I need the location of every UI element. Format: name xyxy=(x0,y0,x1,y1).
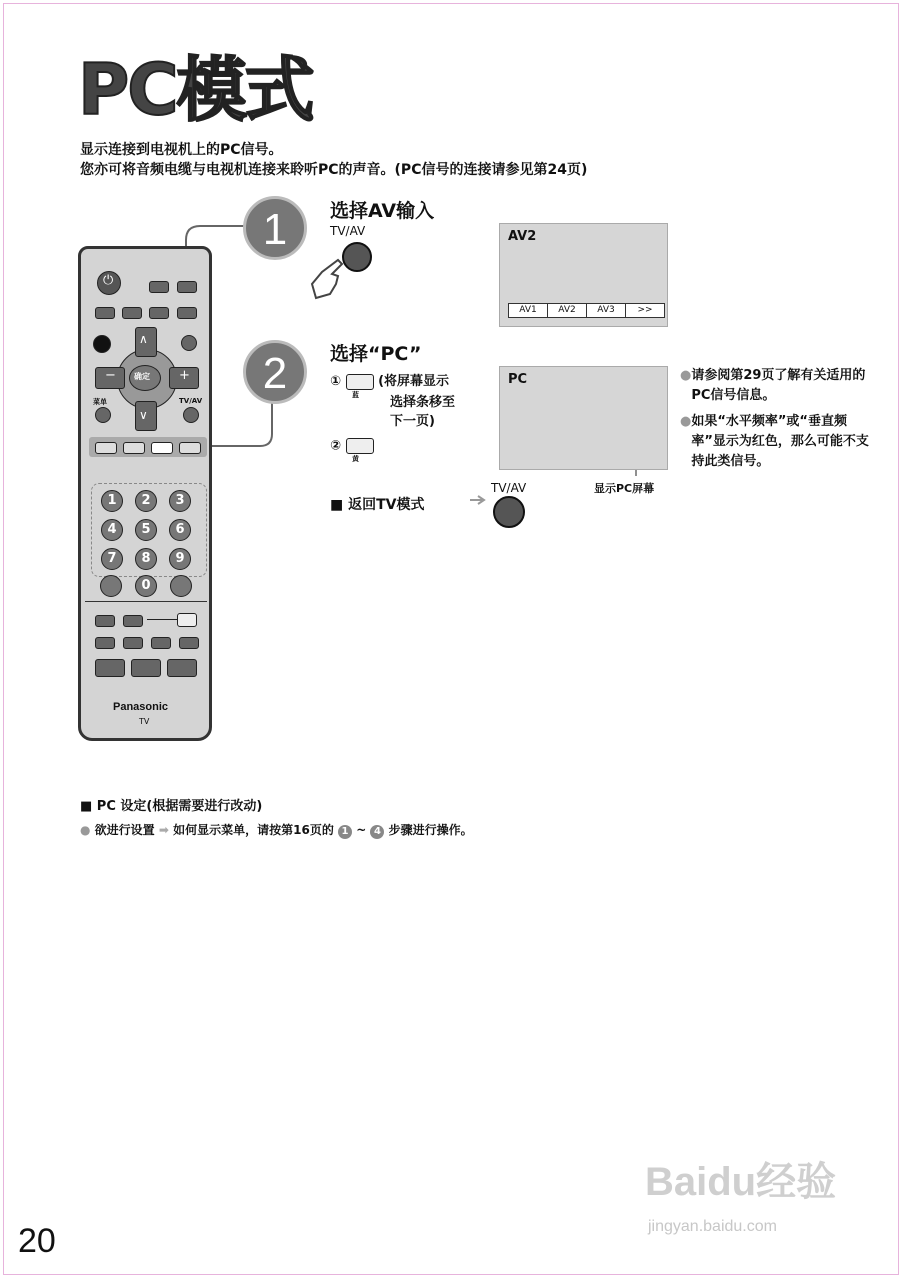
av-menu-item[interactable]: AV3 xyxy=(587,304,626,317)
remote-button[interactable] xyxy=(177,307,197,319)
step-2-sub2 xyxy=(330,438,374,454)
menu-label: 菜单 xyxy=(93,398,107,406)
number-4-button[interactable]: 4 xyxy=(101,519,123,541)
sub1-text-1: (将屏幕显示 xyxy=(378,374,450,389)
number-7-button[interactable]: 7 xyxy=(101,548,123,570)
blue-key[interactable] xyxy=(179,442,201,454)
slider-switch[interactable] xyxy=(177,613,197,627)
step-2-sub1 xyxy=(330,372,449,391)
remote-button[interactable] xyxy=(131,659,161,677)
remote-button[interactable] xyxy=(149,281,169,293)
remote-button[interactable] xyxy=(95,307,115,319)
divider xyxy=(147,619,177,620)
bullet-icon: ● xyxy=(680,368,692,383)
remote-button[interactable] xyxy=(123,615,143,627)
return-tv-label: ■ 返回TV模式 xyxy=(330,497,425,513)
dpad-down-button[interactable] xyxy=(135,401,157,431)
pc-settings-text-c: 步骤进行操作。 xyxy=(388,823,473,837)
return-button-label: TV/AV xyxy=(491,481,527,495)
av-menu-next[interactable]: >> xyxy=(637,305,653,315)
bullet-icon: ● xyxy=(80,823,91,837)
blue-key-icon[interactable] xyxy=(346,374,374,390)
sub2-mark: ② xyxy=(330,438,342,454)
dpad-up-button[interactable] xyxy=(135,327,157,357)
step-ref-1: 1 xyxy=(338,825,352,839)
intro-line-1: 显示连接到电视机上的PC信号。 xyxy=(80,142,283,158)
return-tv-av-button[interactable] xyxy=(493,496,525,528)
page-title: PC模式 xyxy=(78,49,313,131)
plus-icon: + xyxy=(179,368,190,383)
remote-button[interactable] xyxy=(149,307,169,319)
pointing-hand-icon xyxy=(308,254,348,304)
number-0-button[interactable]: 0 xyxy=(135,575,157,597)
dpad-left-button[interactable] xyxy=(95,367,125,389)
sub1-text-2: 选择条移至 xyxy=(390,395,456,410)
power-button[interactable] xyxy=(97,271,121,295)
blue-key-label: 蓝 xyxy=(352,391,359,399)
av-menu-item[interactable]: AV1 xyxy=(509,304,548,317)
step-1-heading: 选择AV输入 xyxy=(330,200,435,222)
notes xyxy=(680,366,880,472)
sub1-mark: ① xyxy=(330,374,342,389)
remote-button[interactable] xyxy=(123,637,143,649)
remote-button[interactable] xyxy=(95,637,115,649)
step-2-badge: 2 xyxy=(243,340,307,404)
note-text: 请参阅第29页了解有关适用的PC信号信息。 xyxy=(691,368,866,403)
sub1-text-3: 下一页) xyxy=(390,414,435,429)
pc-screen-label: PC xyxy=(508,372,528,387)
remote-button[interactable] xyxy=(170,575,192,597)
remote-button[interactable] xyxy=(100,575,122,597)
remote-button[interactable] xyxy=(95,659,125,677)
minus-icon: − xyxy=(105,368,116,383)
remote-button[interactable] xyxy=(177,281,197,293)
remote-model: TV xyxy=(139,717,150,726)
number-8-button[interactable]: 8 xyxy=(135,548,157,570)
pc-screen xyxy=(499,366,668,470)
pc-settings-heading: ■ PC 设定(根据需要进行改动) xyxy=(80,799,263,814)
step-2-heading: 选择“PC” xyxy=(330,343,422,365)
pc-settings-line xyxy=(80,821,473,839)
pc-settings-text-b: 如何显示菜单，请按第16页的 xyxy=(173,823,334,837)
yellow-key[interactable] xyxy=(151,442,173,454)
note-text: 如果“水平频率”或“垂直频率”显示为红色，那么可能不支持此类信号。 xyxy=(691,414,869,469)
step-1-badge: 1 xyxy=(243,196,307,260)
brand-logo: Panasonic xyxy=(113,701,169,713)
remote-button[interactable] xyxy=(179,637,199,649)
number-6-button[interactable]: 6 xyxy=(169,519,191,541)
note-item xyxy=(680,366,880,406)
baidu-watermark-url: jingyan.baidu.com xyxy=(648,1218,777,1235)
av-selection-bar xyxy=(508,303,665,318)
number-5-button[interactable]: 5 xyxy=(135,519,157,541)
page-number: 20 xyxy=(18,1222,56,1260)
chevron-up-icon: ∧ xyxy=(139,332,148,346)
remote-button[interactable] xyxy=(95,615,115,627)
remote-button[interactable] xyxy=(122,307,142,319)
remote-button[interactable] xyxy=(151,637,171,649)
av2-screen xyxy=(499,223,668,327)
av2-screen-label: AV2 xyxy=(508,229,537,244)
ok-label: 确定 xyxy=(134,372,150,381)
step-1-button-label: TV/AV xyxy=(330,224,366,238)
menu-button[interactable] xyxy=(95,407,111,423)
power-icon: ⏻ xyxy=(103,273,114,288)
av-menu-item[interactable]: AV2 xyxy=(548,304,587,317)
yellow-key-label: 黄 xyxy=(352,455,359,463)
number-9-button[interactable]: 9 xyxy=(169,548,191,570)
dpad-right-button[interactable] xyxy=(169,367,199,389)
remote-button[interactable] xyxy=(93,335,111,353)
intro-line-2: 您亦可将音频电缆与电视机连接来聆听PC的声音。(PC信号的连接请参见第24页) xyxy=(80,162,588,178)
number-1-button[interactable]: 1 xyxy=(101,490,123,512)
remote-button[interactable] xyxy=(167,659,197,677)
tv-av-label: TV/AV xyxy=(179,397,203,405)
arrow-right-icon: ➡ xyxy=(158,823,169,837)
number-2-button[interactable]: 2 xyxy=(135,490,157,512)
pc-settings-text-a: 欲进行设置 xyxy=(94,823,155,837)
bullet-icon: ● xyxy=(680,414,692,429)
red-key[interactable] xyxy=(95,442,117,454)
number-3-button[interactable]: 3 xyxy=(169,490,191,512)
yellow-key-icon[interactable] xyxy=(346,438,374,454)
pc-screen-caption: 显示PC屏幕 xyxy=(594,482,655,495)
remote-tv-av-button[interactable] xyxy=(183,407,199,423)
remote-button[interactable] xyxy=(181,335,197,351)
chevron-down-icon: ∨ xyxy=(139,408,148,422)
ok-button[interactable] xyxy=(129,365,161,391)
note-item xyxy=(680,412,880,472)
baidu-watermark-logo: Baidu经验 xyxy=(645,1160,837,1204)
step-ref-4: 4 xyxy=(370,825,384,839)
tilde: ~ xyxy=(356,823,367,837)
remote-control xyxy=(78,246,212,741)
green-key[interactable] xyxy=(123,442,145,454)
divider xyxy=(85,601,207,602)
